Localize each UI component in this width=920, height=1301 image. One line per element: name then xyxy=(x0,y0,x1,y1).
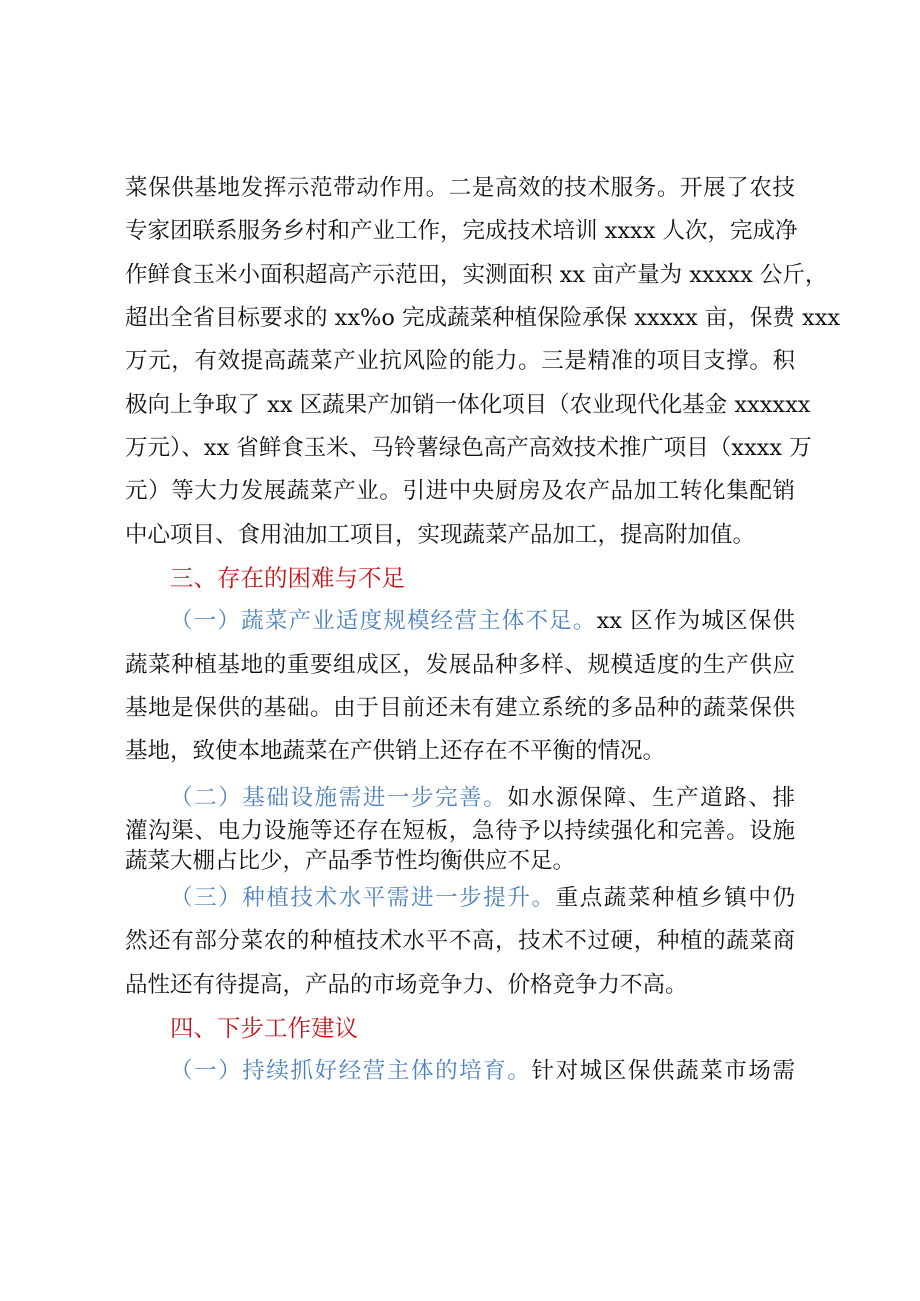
paragraph-line: 中心项目、食用油加工项目，实现蔬菜产品加工，提高附加值。 xyxy=(125,522,756,548)
subsection-text: xx 区作为城区保供 xyxy=(596,608,795,634)
subsection-text: 针对城区保供蔬菜市场需 xyxy=(531,1058,795,1084)
paragraph-line: 元）等大力发展蔬菜产业。引进中央厨房及农产品加工转化集配销 xyxy=(125,478,795,504)
paragraph-line: 作鲜食玉米小面积超高产示范田，实测面积 xx 亩产量为 xxxxx 公斤， xyxy=(125,262,828,288)
paragraph-line: 专家团联系服务乡村和产业工作，完成技术培训 xxxx 人次，完成净 xyxy=(125,218,798,244)
subsection-text: 重点蔬菜种植乡镇中仍 xyxy=(555,885,795,911)
subsection-title: （二）基础设施需进一步完善。 xyxy=(170,785,508,811)
subsection-first-line xyxy=(170,1055,795,1087)
subsection-first-line xyxy=(170,782,795,814)
section-heading: 三、存在的困难与不足 xyxy=(170,564,405,592)
section-heading: 四、下步工作建议 xyxy=(170,1014,358,1042)
paragraph-line: 超出全省目标要求的 xx%o 完成蔬菜种植保险承保 xxxxx 亩，保费 xxx xyxy=(125,305,841,331)
subsection-first-line xyxy=(170,882,795,914)
paragraph-line: 然还有部分菜农的种植技术水平不高，技术不过硬，种植的蔬菜商 xyxy=(125,928,795,954)
subsection-title: （三）种植技术水平需进一步提升。 xyxy=(170,885,556,911)
subsection-title: （一）蔬菜产业适度规模经营主体不足。 xyxy=(170,608,597,634)
paragraph-line: 基地，致使本地蔬菜在产供销上还存在不平衡的情况。 xyxy=(125,738,666,764)
paragraph-line: 蔬菜种植基地的重要组成区，发展品种多样、规模适度的生产供应 xyxy=(125,652,795,678)
paragraph-line: 极向上争取了 xx 区蔬果产加销一体化项目（农业现代化基金 xxxxxx xyxy=(125,392,811,418)
paragraph-line: 蔬菜大棚占比少，产品季节性均衡供应不足。 xyxy=(125,848,576,874)
paragraph-line: 菜保供基地发挥示范带动作用。二是高效的技术服务。开展了农技 xyxy=(125,175,795,201)
paragraph-line: 灌沟渠、电力设施等还存在短板，急待予以持续强化和完善。设施 xyxy=(125,818,795,844)
paragraph-line: 万元）、xx 省鲜食玉米、马铃薯绿色高产高效技术推广项目（xxxx 万 xyxy=(125,435,812,461)
paragraph-line: 品性还有待提高，产品的市场竞争力、价格竞争力不高。 xyxy=(125,972,688,998)
subsection-text: 如水源保障、生产道路、排 xyxy=(507,785,795,811)
paragraph-line: 万元，有效提高蔬菜产业抗风险的能力。三是精准的项目支撑。积 xyxy=(125,348,795,374)
subsection-title: （一）持续抓好经营主体的培育。 xyxy=(170,1058,532,1084)
paragraph-line: 基地是保供的基础。由于目前还未有建立系统的多品种的蔬菜保供 xyxy=(125,695,795,721)
subsection-first-line xyxy=(170,605,795,637)
